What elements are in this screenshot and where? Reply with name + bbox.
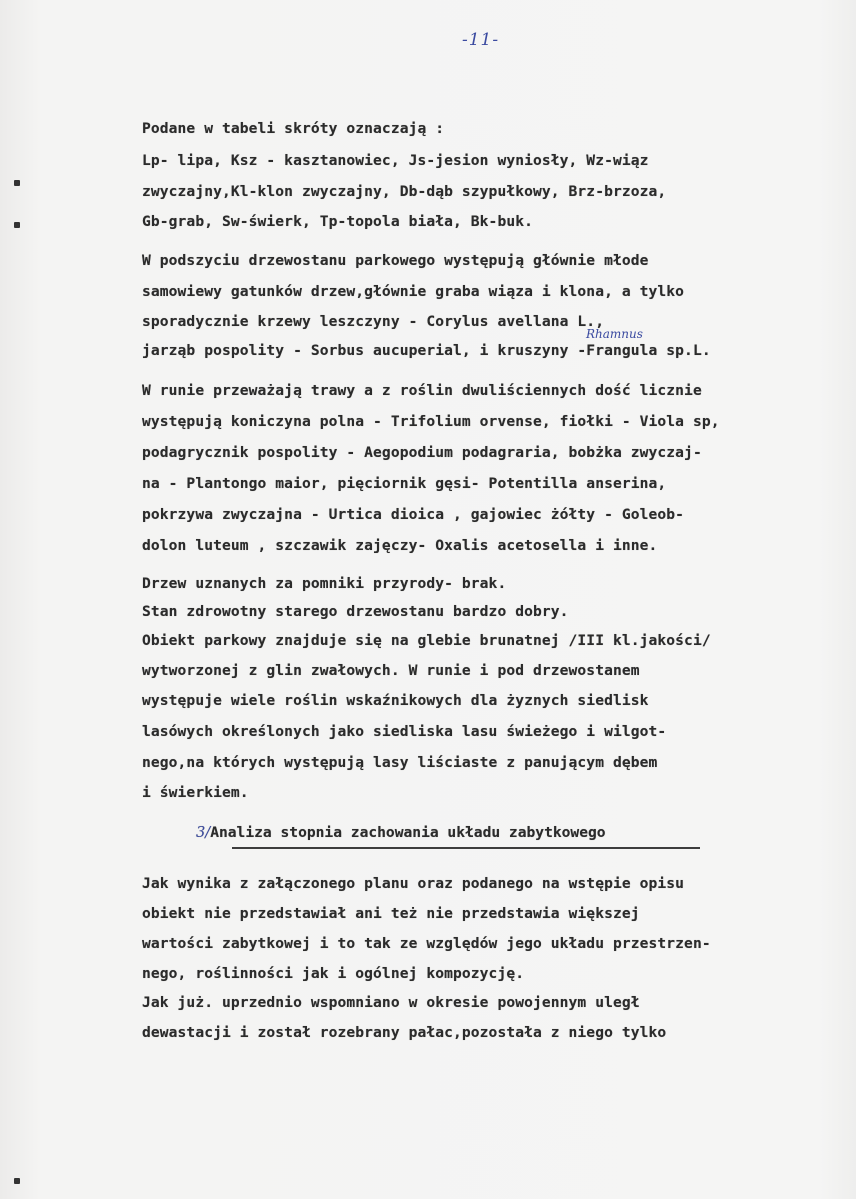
text-line: jarząb pospolity - Sorbus aucuperial, i kruszyny -Frangula sp.L. xyxy=(142,342,711,359)
text-line: występują koniczyna polna - Trifolium orvense, fiołki - Viola sp, xyxy=(142,413,720,430)
page-number: -11- xyxy=(462,30,500,50)
heading-underline xyxy=(232,847,700,849)
text-line: Podane w tabeli skróty oznaczają : xyxy=(142,120,445,137)
text-line: wartości zabytkowej i to tak ze względów jego układu przestrzen- xyxy=(142,935,711,952)
text-line: lasówych określonych jako siedliska lasu świeżego i wilgot- xyxy=(142,723,667,740)
punch-hole-mark xyxy=(14,1178,20,1184)
text-line: samowiewy gatunków drzew,głównie graba wiąza i klona, a tylko xyxy=(142,283,685,300)
text-line: na - Plantongo maior, pięciornik gęsi- Potentilla anserina, xyxy=(142,475,667,492)
text-line: podagrycznik pospolity - Aegopodium podagraria, bobżka zwyczaj- xyxy=(142,444,702,461)
text-line: i świerkiem. xyxy=(142,784,249,801)
text-line: nego,na których występują lasy liściaste z panującym dębem xyxy=(142,754,658,771)
punch-hole-mark xyxy=(14,222,20,228)
text-line: zwyczajny,Kl-klon zwyczajny, Db-dąb szypułkowy, Brz-brzoza, xyxy=(142,183,667,200)
text-line: Jak wynika z załączonego planu oraz podanego na wstępie opisu xyxy=(142,875,685,892)
text-line: Obiekt parkowy znajduje się na glebie brunatnej /III kl.jakości/ xyxy=(142,632,711,649)
section-heading xyxy=(196,824,606,841)
text-line: Gb-grab, Sw-świerk, Tp-topola biała, Bk-buk. xyxy=(142,213,533,230)
text-line: Drzew uznanych za pomniki przyrody- brak. xyxy=(142,575,507,592)
text-line: W runie przeważają trawy a z roślin dwuliściennych dość licznie xyxy=(142,382,702,399)
text-line: dolon luteum , szczawik zajęczy- Oxalis acetosella i inne. xyxy=(142,537,658,554)
section-title: Analiza stopnia zachowania układu zabytkowego xyxy=(210,824,606,841)
text-line: wytworzonej z glin zwałowych. W runie i pod drzewostanem xyxy=(142,662,640,679)
text-line: W podszyciu drzewostanu parkowego występują głównie młode xyxy=(142,252,649,269)
text-line: sporadycznie krzewy leszczyny - Corylus avellana L., xyxy=(142,313,605,330)
text-line: nego, roślinności jak i ogólnej kompozycję. xyxy=(142,965,525,982)
text-line: obiekt nie przedstawiał ani też nie przedstawia większej xyxy=(142,905,640,922)
punch-hole-mark xyxy=(14,180,20,186)
text-line: Jak już. uprzednio wspomniano w okresie powojennym uległ xyxy=(142,994,640,1011)
text-line: dewastacji i został rozebrany pałac,pozostała z niego tylko xyxy=(142,1024,667,1041)
text-line: pokrzywa zwyczajna - Urtica dioica , gajowiec żółty - Goleob- xyxy=(142,506,685,523)
text-line: występuje wiele roślin wskaźnikowych dla żyznych siedlisk xyxy=(142,692,649,709)
handwritten-annotation: Rhamnus xyxy=(586,327,643,341)
text-line: Lp- lipa, Ksz - kasztanowiec, Js-jesion wyniosły, Wz-wiąz xyxy=(142,152,649,169)
section-number: 3/ xyxy=(196,824,211,841)
text-line: Stan zdrowotny starego drzewostanu bardzo dobry. xyxy=(142,603,569,620)
